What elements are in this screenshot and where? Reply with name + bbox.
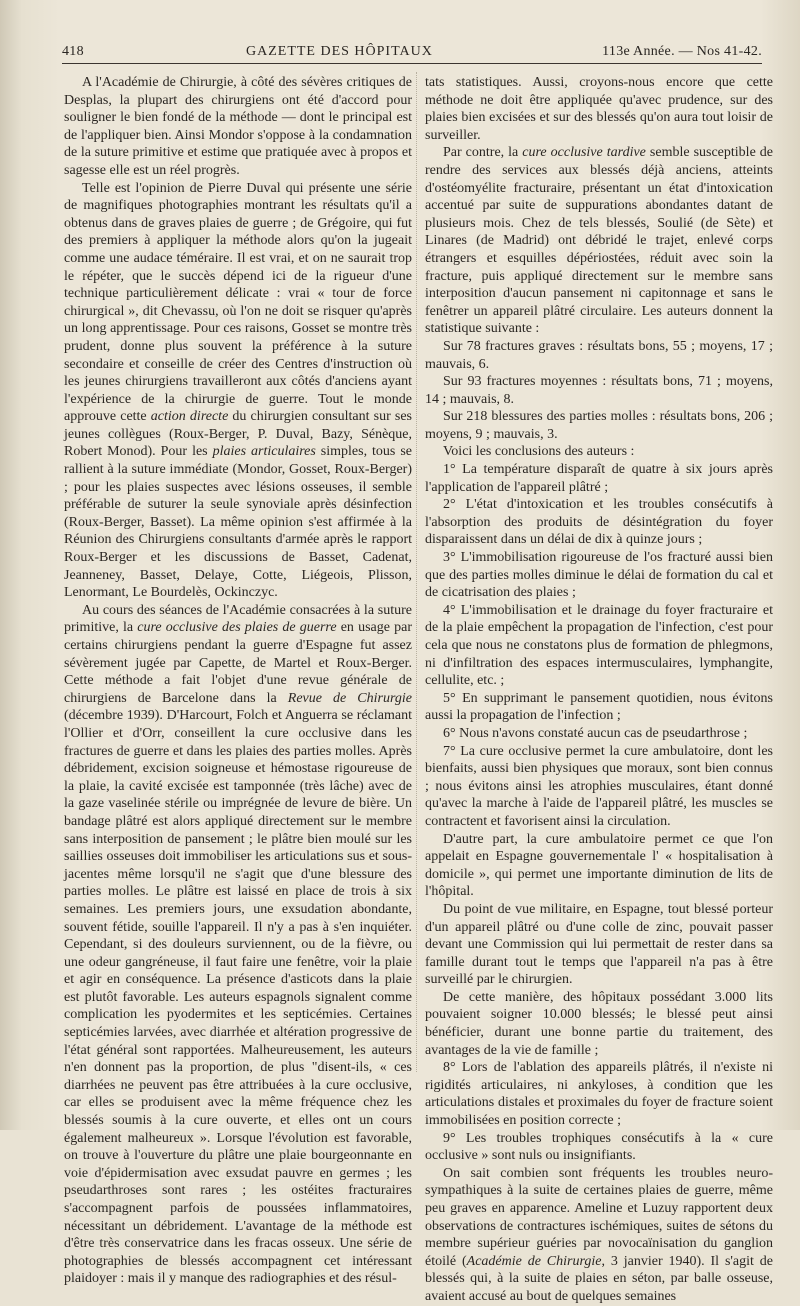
text-run: Au cours des séances de l'Académie consacrées à la suture primitive, la [64,602,412,636]
italic-text: Académie de Chirurgie [466,1253,602,1269]
paragraph [425,373,773,408]
paragraph [425,989,773,1059]
paragraph [425,1165,773,1306]
text-run: (décembre 1939). D'Harcourt, Folch et Anguerra se réclamant l'Ollier et d'Orr, conseillent la cure occlusive dans les fractures de guerre et dans les plaies des parties molles. Après débridement, excision soigneuse et hémostase rigoureuse de la plaie, la cavité excisée est tamponnée (très lâche) avec de la gaze vaselinée stérile ou imprégnée de levure de bière. Un bandage plâtré est alors appliqué directement sur le membre sans interposition de pansement ; le plâtre bien moulé sur les saillies osseuses doit immobiliser les articulations sus et sous-jacentes même lorsqu'il ne s'agit que d'une blessure des parties molles. Le plâtre est laissé en place de trois à six semaines. Les premiers jours, une exsudation abondante, souvent fétide, souille l'appareil. Il n'y a pas à s'en inquiéter. Cependant, si des douleurs surviennent, ou de la fièvre, ou une odeur gangréneuse, il faut faire une fenêtre, voir la plaie et agir en conséquence. La présence d'asticots dans la plaie est plutôt favorable. Les auteurs espagnols signalent comme complication les pyodermites et les septicémies. Certaines septicémies larvées, avec diarrhée et altération progressive de l'état général sont rapportées. Malheureusement, les auteurs n'en donnent pas la proportion, de plus "disent-ils, « ces diarrhées ne peuvent pas être attribuées à la cure occlusive, car elles se produisent avec la même fréquence chez les blessés soumis à la cure ouverte, et elles ont un cours également malheureux ». Lorsque l'évolution est favorable, on trouve à l'ouverture du plâtre une plaie bourgeonnante en voie d'épidermisation avec exsudat pauvre en germes ; les pseudarthroses sont rares ; les ostéites fracturaires s'accompagnent parfois de poussées inflammatoires, nécessitant un débridement. L'avantage de la méthode est d'être très conservatrice dans les fracas osseux. Une série de photographies de blessés accompagnent cet intéressant plaidoyer : mais il y manque des radiographies et des résul- [64,708,412,1287]
paragraph [425,496,773,549]
header-rule [62,63,762,64]
italic-text: Revue de Chirurgie [287,690,413,706]
text-run: Sur 78 fractures graves : résultats bons, 55 ; moyens, 17 ; mauvais, 6. [425,338,773,372]
italic-text: cure occlusive tardive [522,145,646,161]
paragraph [425,549,773,602]
page-number: 418 [62,44,84,59]
paragraph [425,901,773,989]
paragraph [425,1059,773,1129]
paragraph [425,690,773,725]
text-run: tats statistiques. Aussi, croyons-nous encore que cette méthode ne doit être appliquée qu'avec prudence, sur des plaies bien excisées et sur des blessés qu'on aura tout loisir de surveiller. [425,75,773,143]
text-run: 6° Nous n'avons constaté aucun cas de pseudarthrose ; [443,725,748,741]
text-run: Telle est l'opinion de Pierre Duval qui présente une série de magnifiques photographies montrant les résultats qu'il a obtenus dans de graves plaies de guerre ; de Grégoire, qui fut des premiers à appliquer la méthode alors qu'on la jugeait comme une audace téméraire. Il est vrai, et on ne saurait trop le répéter, que le succès dépend ici de la rigueur d'une technique particulièrement délicate : vrai « tour de force chirurgical », dit Chevassu, où l'on ne doit se risquer qu'après un long apprentissage. Pour ces raisons, Gosset se montre très prudent, donne plus souvent la préférence à la suture secondaire et conseille de créer des Centres d'instruction où les jeunes chirurgiens travailleront aux côtés d'anciens ayant l'expérience de la chirurgie de guerre. Tout le monde approuve cette [64,180,412,425]
text-run: A l'Académie de Chirurgie, à côté des sévères critiques de Desplas, la plupart des chirurgiens ont été d'accord pour souligner le bien fondé de la méthode — dont le principal est de l'appliquer bien. Ainsi Mondor s'oppose à la condamnation de la suture primitive et estime que pratiquée avec à propos et sagesse elle est un réel progrès. [64,75,412,178]
paragraph [425,144,773,338]
paragraph [64,180,412,602]
paragraph [64,74,412,180]
paragraph [425,408,773,443]
text-run: 5° En supprimant le pansement quotidien, nous évitons aussi la propagation de l'infection ; [425,690,773,724]
text-run: 3° L'immobilisation rigoureuse de l'os fracturé aussi bien que des parties molles diminue le délai de formation du cal et de cicatrisation des plaies ; [425,550,773,601]
issue-label: 113e Année. — Nos 41-42. [602,44,762,59]
right-column [425,74,773,1306]
journal-title: GAZETTE DES HÔPITAUX [246,44,433,59]
text-run: 9° Les troubles trophiques consécutifs à la « cure occlusive » sont nuls ou insignifiants. [425,1130,773,1164]
text-run: 7° La cure occlusive permet la cure ambulatoire, dont les bienfaits, aussi bien physiques que moraux, sont bien connus ; nous évitons ainsi les atrophies musculaires, étant donné qu'avec la marche à l'aide de l'appareil plâtré, les muscles se contractent et favorisent ainsi la circulation. [425,743,773,829]
text-run: Du point de vue militaire, en Espagne, tout blessé porteur d'un appareil plâtré ou d'une colle de zinc, pouvait passer devant une Commission qui lui permettait de rester dans sa famille durant tout le temps que l'appareil n'a pas à être surveillé par le chirurgien. [425,901,773,988]
paragraph [425,74,773,144]
paragraph [425,725,773,743]
text-run: Par contre, la [443,145,523,161]
text-run: Sur 93 fractures moyennes : résultats bons, 71 ; moyens, 14 ; mauvais, 8. [425,374,773,407]
paragraph [425,602,773,690]
text-run: D'autre part, la cure ambulatoire permet ce que l'on appelait en Espagne gouvernementale l' « hospitalisation à domicile », qui permet une importante diminution de lits de l'hôpital. [425,831,773,900]
text-run: 2° L'état d'intoxication et les troubles consécutifs à l'absorption des produits de désintégration du foyer disparaissent dans un délai de dix à quinze jours ; [425,497,773,548]
italic-text: cure occlusive des plaies de guerre [137,620,337,636]
text-run: en usage par certains chirurgiens pendant la guerre d'Espagne fut assez sévèrement jugée par Capette, de Martel et Roux-Berger. Cette méthode a fait l'objet d'une revue générale de chirurgiens de Barcelone dans la [64,620,412,706]
text-run: On sait combien sont fréquents les troubles neuro-sympathiques à la suite de certaines plaies de guerre, même peu graves en apparence. Ameline et Luzuy rapportent deux observations de contractures ischémiques, suites de sétons du membre supérieur guéries par novocaïnisation du ganglion étoilé ( [425,1165,773,1269]
text-run: 1° La température disparaît de quatre à six jours après l'application de l'appareil plâtré ; [425,462,773,495]
italic-text: plaies articulaires [212,444,316,460]
text-run: De cette manière, des hôpitaux possédant 3.000 lits pouvaient soigner 10.000 blessés; le blessé peut ainsi bénéficier, durant une bonne partie du traitement, des avantages de la vie de famille ; [425,989,773,1058]
paragraph [425,461,773,496]
text-run: 4° L'immobilisation et le drainage du foyer fracturaire et de la plaie empêchent la propagation de l'infection, c'est pour cela que nous ne constatons plus de formation de phlegmons, ni d'infiltration des espaces intermusculaires, lymphangite, cellulite, etc. ; [425,602,773,689]
paragraph [425,831,773,901]
text-run: du chirurgien consultant sur ses jeunes collègues (Roux-Berger, P. Duval, Bazy, Sénèque, Robert Monod). Pour les [64,409,413,460]
text-run: Sur 218 blessures des parties molles : résultats bons, 206 ; moyens, 9 ; mauvais, 3. [425,409,773,442]
text-run: simples, tous se rallient à la suture immédiate (Mondor, Gosset, Roux-Berger) ; pour les plaies suspectes avec lésions osseuses, il semble préférable de suturer la seule synoviale après désinfection (Roux-Berger, Basset). La même opinion s'est affirmée à la Réunion des Chirurgiens consultants d'armée après le rapport Roux-Berger et les discussions de Basset, Cadenat, Jeanneney, Basset, Delaye, Cotte, Liégeois, Plisson, Lenormant, Le Bourdelès, Ockinczyc. [64,444,413,601]
column-divider [416,72,417,1072]
paragraph [425,338,773,373]
paragraph [64,602,412,1288]
text-run: 8° Lors de l'ablation des appareils plâtrés, il n'existe ni rigidités articulaires, ni ankyloses, à condition que les articulations distales et proximales du foyer de fracture soient immobilisées en position correcte ; [425,1060,773,1129]
italic-text: action directe [150,409,229,425]
paragraph [425,443,773,461]
paragraph [425,1130,773,1165]
paragraph [425,743,773,831]
text-run: Voici les conclusions des auteurs : [443,444,635,460]
left-column [64,74,412,1288]
text-run: semble susceptible de rendre des services aux blessés déjà anciens, atteints d'ostéomyélite fracturaire, présentant un état d'intoxication accentué par suite de suppurations abondantes datant de plusieurs mois. Chez de tels blessés, Soulié (de Sète) et Linares (de Madrid) ont débridé le trajet, enlevé corps étrangers et esquilles dépériostées, réduit avec soin la fracture, puis appliqué directement sur le membre sans interposition d'aucun pansement ni capitonnage et sans le fenêtrer un appareil plâtré circulaire. Les auteurs donnent la statistique suivante : [425,145,774,337]
text-run: , 3 janvier 1940). Il s'agit de blessés qui, à la suite de plaies en séton, par balle osseuse, avaient accusé au bout de quelques semaines [425,1253,773,1304]
